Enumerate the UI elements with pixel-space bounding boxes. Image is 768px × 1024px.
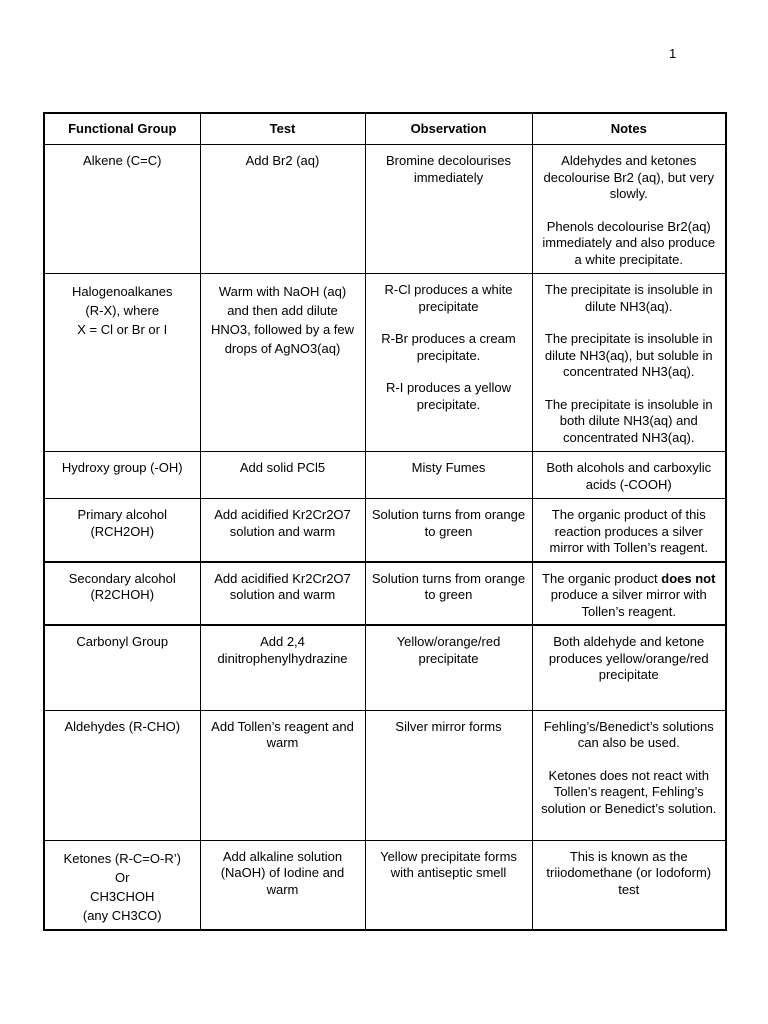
cell-test: Add acidified Kr2Cr2O7 solution and warm [200, 499, 365, 562]
header-test: Test [200, 113, 365, 145]
cell-notes: Fehling’s/Benedict’s solutions can also be used. Ketones does not react with Tollen’s reagent, Fehling’s solution or Benedict’s solution. [532, 710, 726, 840]
cell-test: Add Tollen’s reagent and warm [200, 710, 365, 840]
cell-test: Add Br2 (aq) [200, 145, 365, 274]
cell-functional-group: Carbonyl Group [44, 625, 200, 710]
cell-test: Add alkaline solution (NaOH) of Iodine and warm [200, 840, 365, 930]
cell-observation: Solution turns from orange to green [365, 499, 532, 562]
cell-observation: Misty Fumes [365, 452, 532, 499]
table-row [44, 499, 726, 562]
header-functional-group: Functional Group [44, 113, 200, 145]
cell-notes: The precipitate is insoluble in dilute NH3(aq). The precipitate is insoluble in dilute NH3(aq), but soluble in concentrated NH3(aq). The precipitate is insoluble in both dilute NH3(aq) and concentrated NH3(aq). [532, 274, 726, 452]
table-row [44, 710, 726, 840]
table-row [44, 840, 726, 930]
cell-functional-group: Aldehydes (R-CHO) [44, 710, 200, 840]
table-row [44, 274, 726, 452]
header-observation: Observation [365, 113, 532, 145]
table-row [44, 625, 726, 710]
cell-functional-group: Secondary alcohol (R2CHOH) [44, 562, 200, 626]
cell-observation: Solution turns from orange to green [365, 562, 532, 626]
cell-observation: Bromine decolourises immediately [365, 145, 532, 274]
table-row [44, 452, 726, 499]
cell-functional-group: Hydroxy group (-OH) [44, 452, 200, 499]
cell-test: Warm with NaOH (aq) and then add dilute HNO3, followed by a few drops of AgNO3(aq) [200, 274, 365, 452]
functional-group-tests-table [43, 112, 727, 931]
table-row [44, 562, 726, 626]
header-notes: Notes [532, 113, 726, 145]
cell-observation: Yellow precipitate forms with antiseptic smell [365, 840, 532, 930]
cell-observation: Yellow/orange/red precipitate [365, 625, 532, 710]
page-number: 1 [669, 46, 677, 61]
cell-functional-group: Alkene (C=C) [44, 145, 200, 274]
cell-notes: The organic product of this reaction produces a silver mirror with Tollen’s reagent. [532, 499, 726, 562]
cell-notes: Aldehydes and ketones decolourise Br2 (aq), but very slowly. Phenols decolourise Br2(aq) immediately and also produce a white precipitate. [532, 145, 726, 274]
cell-test: Add acidified Kr2Cr2O7 solution and warm [200, 562, 365, 626]
table-row [44, 145, 726, 274]
cell-functional-group: Ketones (R-C=O-R’) Or CH3CHOH (any CH3CO) [44, 840, 200, 930]
cell-notes: Both alcohols and carboxylic acids (-COOH) [532, 452, 726, 499]
cell-functional-group: Primary alcohol (RCH2OH) [44, 499, 200, 562]
cell-observation: Silver mirror forms [365, 710, 532, 840]
table-header-row [44, 113, 726, 145]
cell-test: Add solid PCl5 [200, 452, 365, 499]
cell-test: Add 2,4 dinitrophenylhydrazine [200, 625, 365, 710]
cell-notes: Both aldehyde and ketone produces yellow/orange/red precipitate [532, 625, 726, 710]
cell-observation: R-Cl produces a white precipitate R-Br produces a cream precipitate. R-I produces a yellow precipitate. [365, 274, 532, 452]
cell-functional-group: Halogenoalkanes (R-X), where X = Cl or Br or I [44, 274, 200, 452]
cell-notes: This is known as the triiodomethane (or Iodoform) test [532, 840, 726, 930]
cell-notes: The organic product does not produce a silver mirror with Tollen’s reagent. [532, 562, 726, 626]
